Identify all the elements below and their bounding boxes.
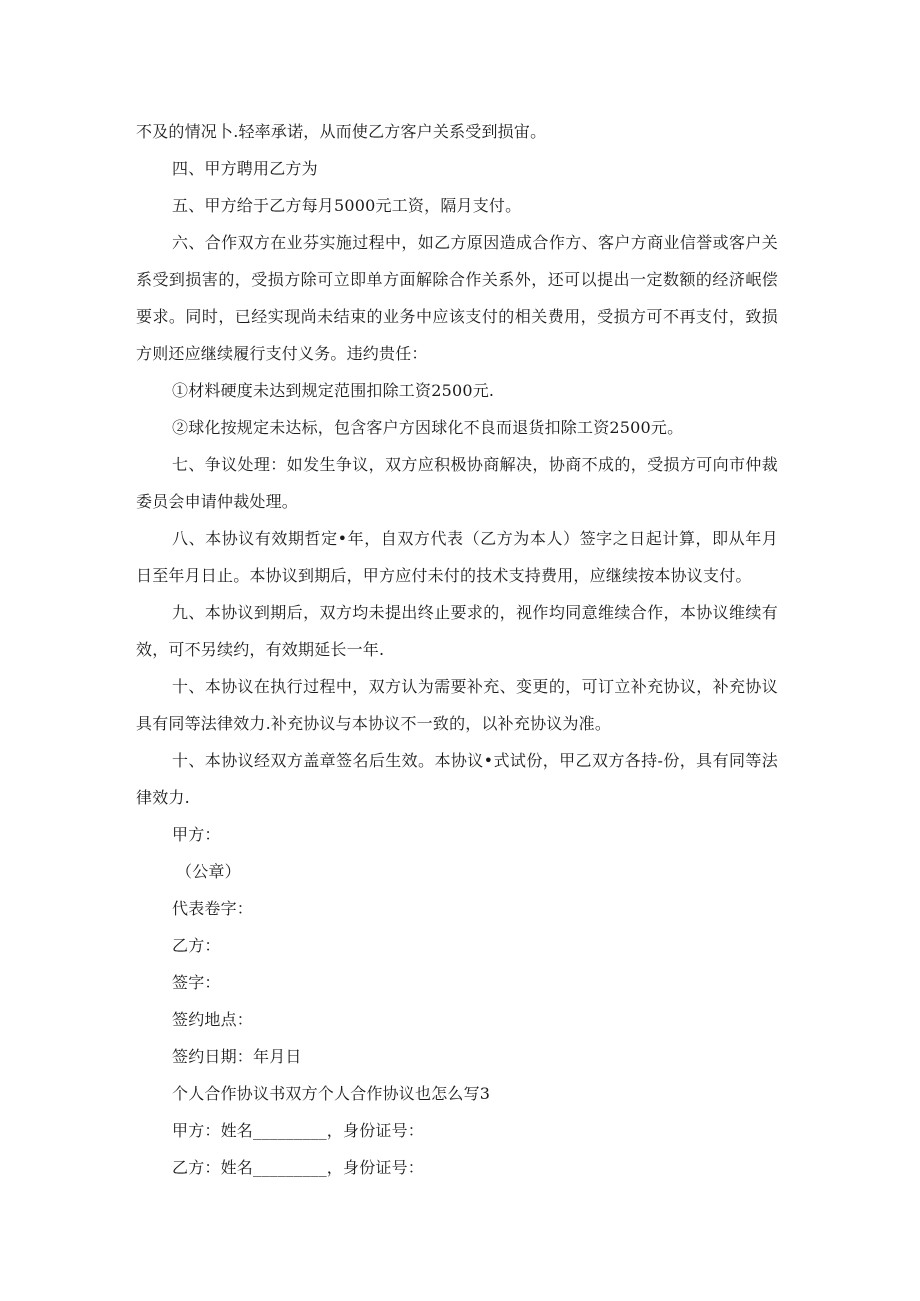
next-party-a-line: 甲方：姓名_________，身份证号： — [172, 1121, 425, 1140]
clause-4: 四、甲方聘用乙方为 — [172, 159, 318, 178]
clause-10: 十、本协议在执行过程中，双方认为需要补充、变更的，可订立补充协议，补充协议具有同等法律效力.补充协议与本协议不一致的，以补充协议为准。 — [136, 677, 778, 733]
penalty-item-2: ②球化按规定未达标，包含客户方因球化不良而退货扣除工资2500元。 — [172, 418, 684, 437]
clause-5: 五、甲方给于乙方每月5000元工资，隔月支付。 — [172, 196, 522, 215]
signing-date-label: 签约日期：年月日 — [172, 1047, 302, 1066]
signing-place-label: 签约地点： — [172, 1010, 254, 1029]
representative-signature-label: 代表卷字： — [172, 899, 254, 918]
clause-6: 六、合作双方在业芬实施过程中，如乙方原因造成合作方、客户方商业信誉或客户关系受到损害的，受损方除可立即单方面解除合作关系外，还可以提出一定数额的经济岷偿要求。同时，已经实现尚未结束的业务中应该支付的相关费用，受损方可不再支付，致损方则还应继续履行支付义务。违约贵任： — [136, 233, 778, 363]
clause-8: 八、本协议有效期哲定•年，自双方代表（乙方为本人）签字之日起计算，即从年月日至年月日止。本协议到期后，甲方应付未付的技术支持费用，应继续按本协议支付。 — [136, 529, 778, 585]
signature-label: 签字： — [172, 973, 221, 992]
clause-9: 九、本协议到期后，双方均未提出终止要求的，视作均同意维续合作，本协议维续有效，可不另续约，有效期延长一年. — [136, 603, 778, 659]
clause-7: 七、争议处理：如发生争议，双方应积极协商解决，协商不成的，受损方可向市仲裁委员会申请仲裁处理。 — [136, 455, 778, 511]
party-a-label: 甲方： — [172, 825, 221, 844]
agreement-body — [136, 113, 778, 1186]
party-b-label: 乙方： — [172, 936, 221, 955]
penalty-item-1: ①材料硬度未达到规定范围扣除工资2500元. — [172, 381, 495, 400]
next-party-b-line: 乙方：姓名_________，身份证号： — [172, 1158, 425, 1177]
paragraph-continuation: 不及的情况卜.轻率承诺，从而使乙方客户关系受到损宙。 — [136, 122, 547, 141]
next-agreement-title: 个人合作协议书双方个人合作协议也怎么写3 — [172, 1084, 491, 1103]
clause-11: 十、本协议经双方盖章签名后生效。本协议•式试份，甲乙双方各持-份，具有同等法律效力. — [136, 751, 778, 807]
seal-label: （公章） — [176, 862, 241, 881]
